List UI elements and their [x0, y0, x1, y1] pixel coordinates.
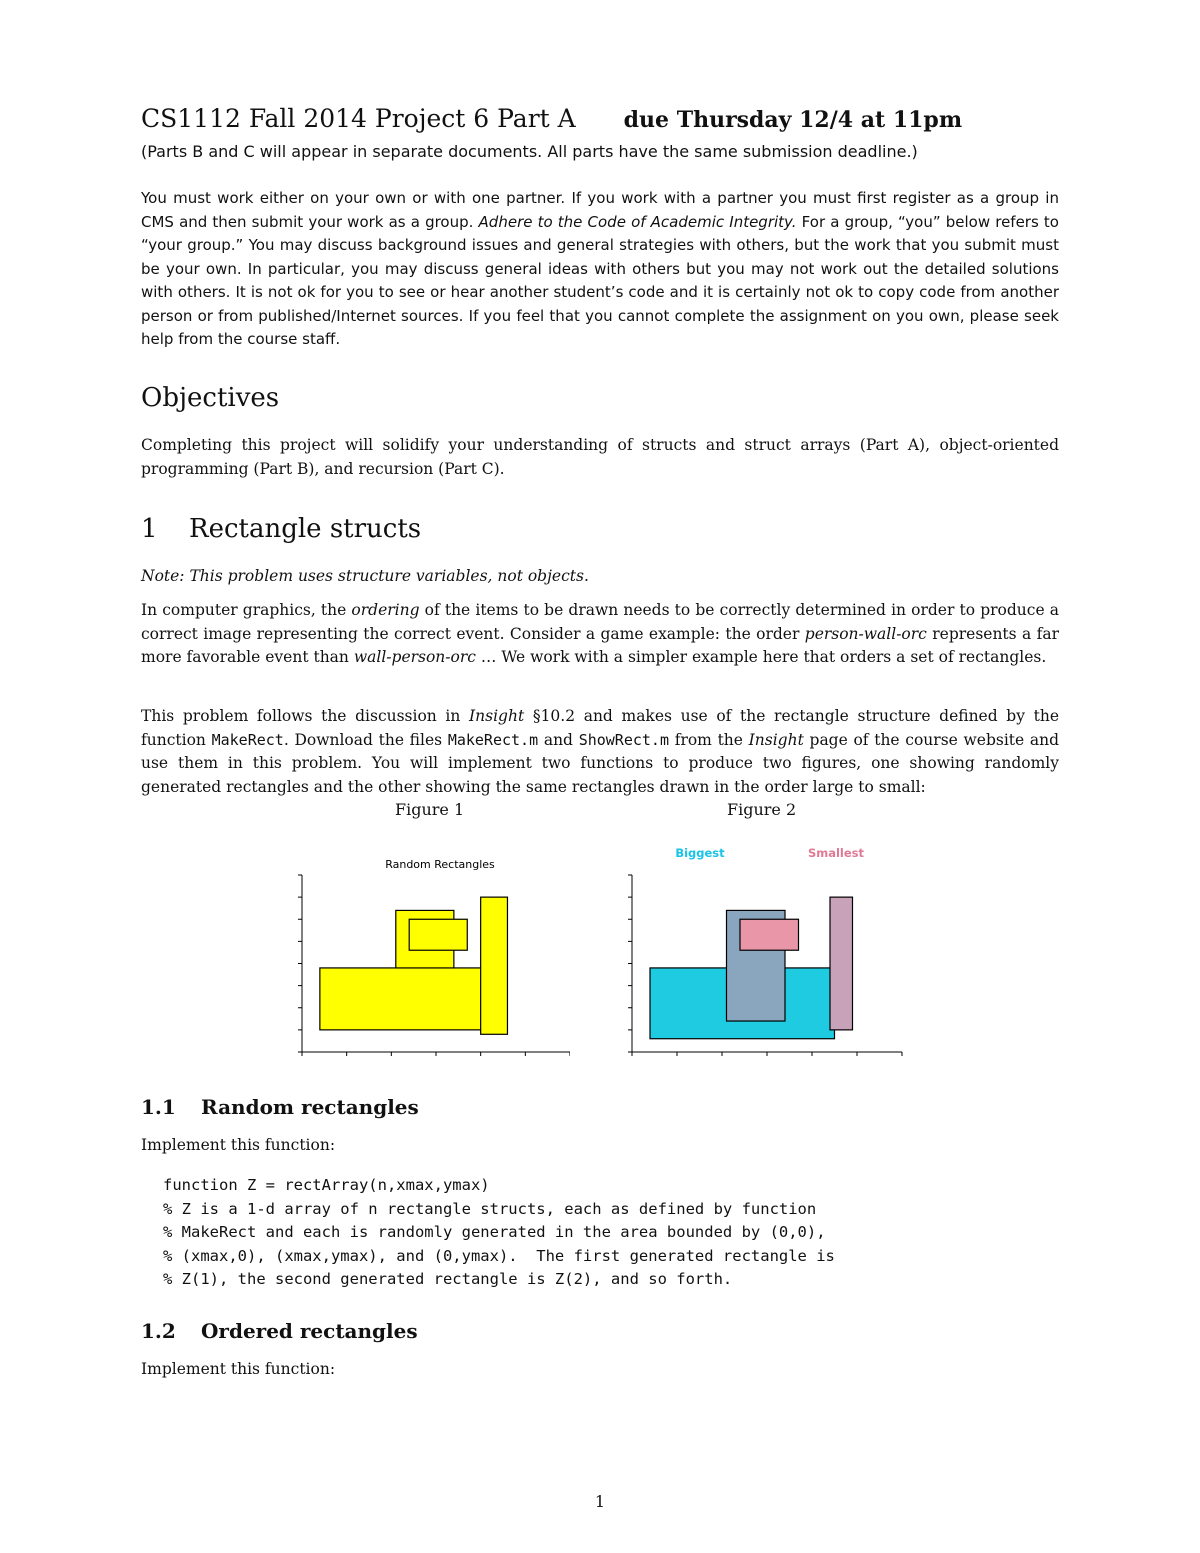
figure-1-label: Figure 1 — [395, 800, 465, 819]
page-number: 1 — [594, 1492, 606, 1511]
code-line: % Z is a 1-d array of n rectangle structs, each as defined by function — [163, 1199, 817, 1218]
due-date: due Thursday 12/4 at 11pm — [623, 107, 963, 133]
text-run: . Download the files — [283, 730, 443, 749]
text-run: … We work with a simpler example here that orders a set of rectangles. — [480, 648, 1047, 666]
text-run: of the items to be drawn needs to be correctly determined in order to produce a correct image representing the correct event. Consider a game example: the order — [141, 601, 1059, 643]
rectangle — [409, 919, 467, 950]
figure-2-label: Figure 2 — [727, 800, 797, 819]
code-term: MakeRect.m — [447, 730, 539, 749]
objectives-text: Completing this project will solidify your understanding of structs and struct arrays (Part A), object-oriented programming (Part B), and recursion (Part C). — [141, 436, 1059, 478]
emphasis: ordering — [351, 601, 420, 619]
objectives-heading: Objectives — [141, 383, 280, 413]
section-number: 1.1 — [141, 1095, 176, 1119]
text-run: In computer graphics, the — [141, 601, 347, 619]
legend-biggest: Biggest — [675, 846, 725, 860]
emphasis: Insight — [748, 730, 804, 749]
code-block — [163, 1174, 835, 1292]
section-1-paragraph-1 — [141, 599, 1059, 670]
integrity-notice: Adhere to the Code of Academic Integrity. — [478, 212, 797, 231]
section-1-paragraph-2 — [141, 705, 1059, 799]
text-run: and — [543, 730, 573, 749]
section-1-1-heading — [141, 1095, 419, 1119]
intro-text-2: For a group, “you” below refers to “your group.” You may discuss background issues and general strategies with others, but the work that you submit must be your own. In particular, you may discuss general ideas with others but you may not work out the detailed solutions with others. It is not ok for you to see or hear another student’s code and it is certainly not ok to copy code from another person or from published/Internet sources. If you feel that you cannot complete the assignment on you own, please seek help from the course staff. — [141, 212, 1059, 348]
section-1-heading — [141, 514, 421, 544]
section-title: Random rectangles — [201, 1095, 419, 1119]
rectangle — [830, 897, 853, 1030]
title-text: CS1112 Fall 2014 Project 6 Part A — [141, 104, 576, 133]
emphasis: Insight — [469, 707, 525, 725]
rectangles-group — [650, 897, 853, 1039]
section-title: Rectangle structs — [189, 514, 422, 544]
legend-smallest: Smallest — [807, 846, 865, 860]
rectangle — [320, 968, 499, 1030]
section-1-note: Note: This problem uses structure variables, not objects. — [141, 567, 589, 585]
code-line: % Z(1), the second generated rectangle is Z(2), and so forth. — [163, 1270, 733, 1288]
section-number: 1 — [141, 514, 158, 544]
emphasis: person-wall-orc — [804, 624, 927, 643]
text-run: represents a far more favorable event than — [141, 624, 1059, 666]
code-line: % MakeRect and each is randomly generated in the area bounded by (0,0), — [163, 1223, 826, 1241]
rectangle — [481, 897, 508, 1034]
emphasis: wall-person-orc — [353, 648, 476, 666]
section-1-1-intro: Implement this function: — [141, 1136, 336, 1154]
section-title: Ordered rectangles — [201, 1319, 418, 1343]
chart-title: Random Rectangles — [385, 858, 495, 871]
intro-paragraph — [141, 187, 1059, 352]
text-run: This problem follows the discussion in — [141, 707, 461, 725]
section-1-2-heading — [141, 1319, 418, 1343]
code-term: MakeRect — [211, 730, 284, 749]
text-run: §10.2 and makes use of the rectangle structure defined by the function — [141, 707, 1059, 749]
text-run: page of the course website and use them in this problem. You will implement two functions to produce two figures, one showing randomly generated rectangles and the other showing the same rectangles drawn in the order large to small: — [141, 730, 1060, 796]
figure-2-chart — [610, 840, 910, 1070]
code-term: ShowRect.m — [578, 730, 669, 749]
intro-text-1: You must work either on your own or with one partner. If you work with a partner you must first register as a group in CMS and then submit your work as a group. — [141, 189, 1059, 231]
figure-1-chart — [280, 850, 570, 1070]
rectangle — [740, 919, 799, 950]
code-line: function Z = rectArray(n,xmax,ymax) — [163, 1176, 490, 1194]
subtitle: (Parts B and C will appear in separate documents. All parts have the same submission deadline.) — [141, 142, 918, 161]
rectangles-group — [320, 897, 508, 1034]
code-line: % (xmax,0), (xmax,ymax), and (0,ymax). The first generated rectangle is — [163, 1246, 835, 1265]
text-run: from the — [674, 730, 743, 749]
section-number: 1.2 — [141, 1319, 176, 1343]
page-title — [141, 104, 962, 133]
section-1-2-intro: Implement this function: — [141, 1360, 336, 1378]
